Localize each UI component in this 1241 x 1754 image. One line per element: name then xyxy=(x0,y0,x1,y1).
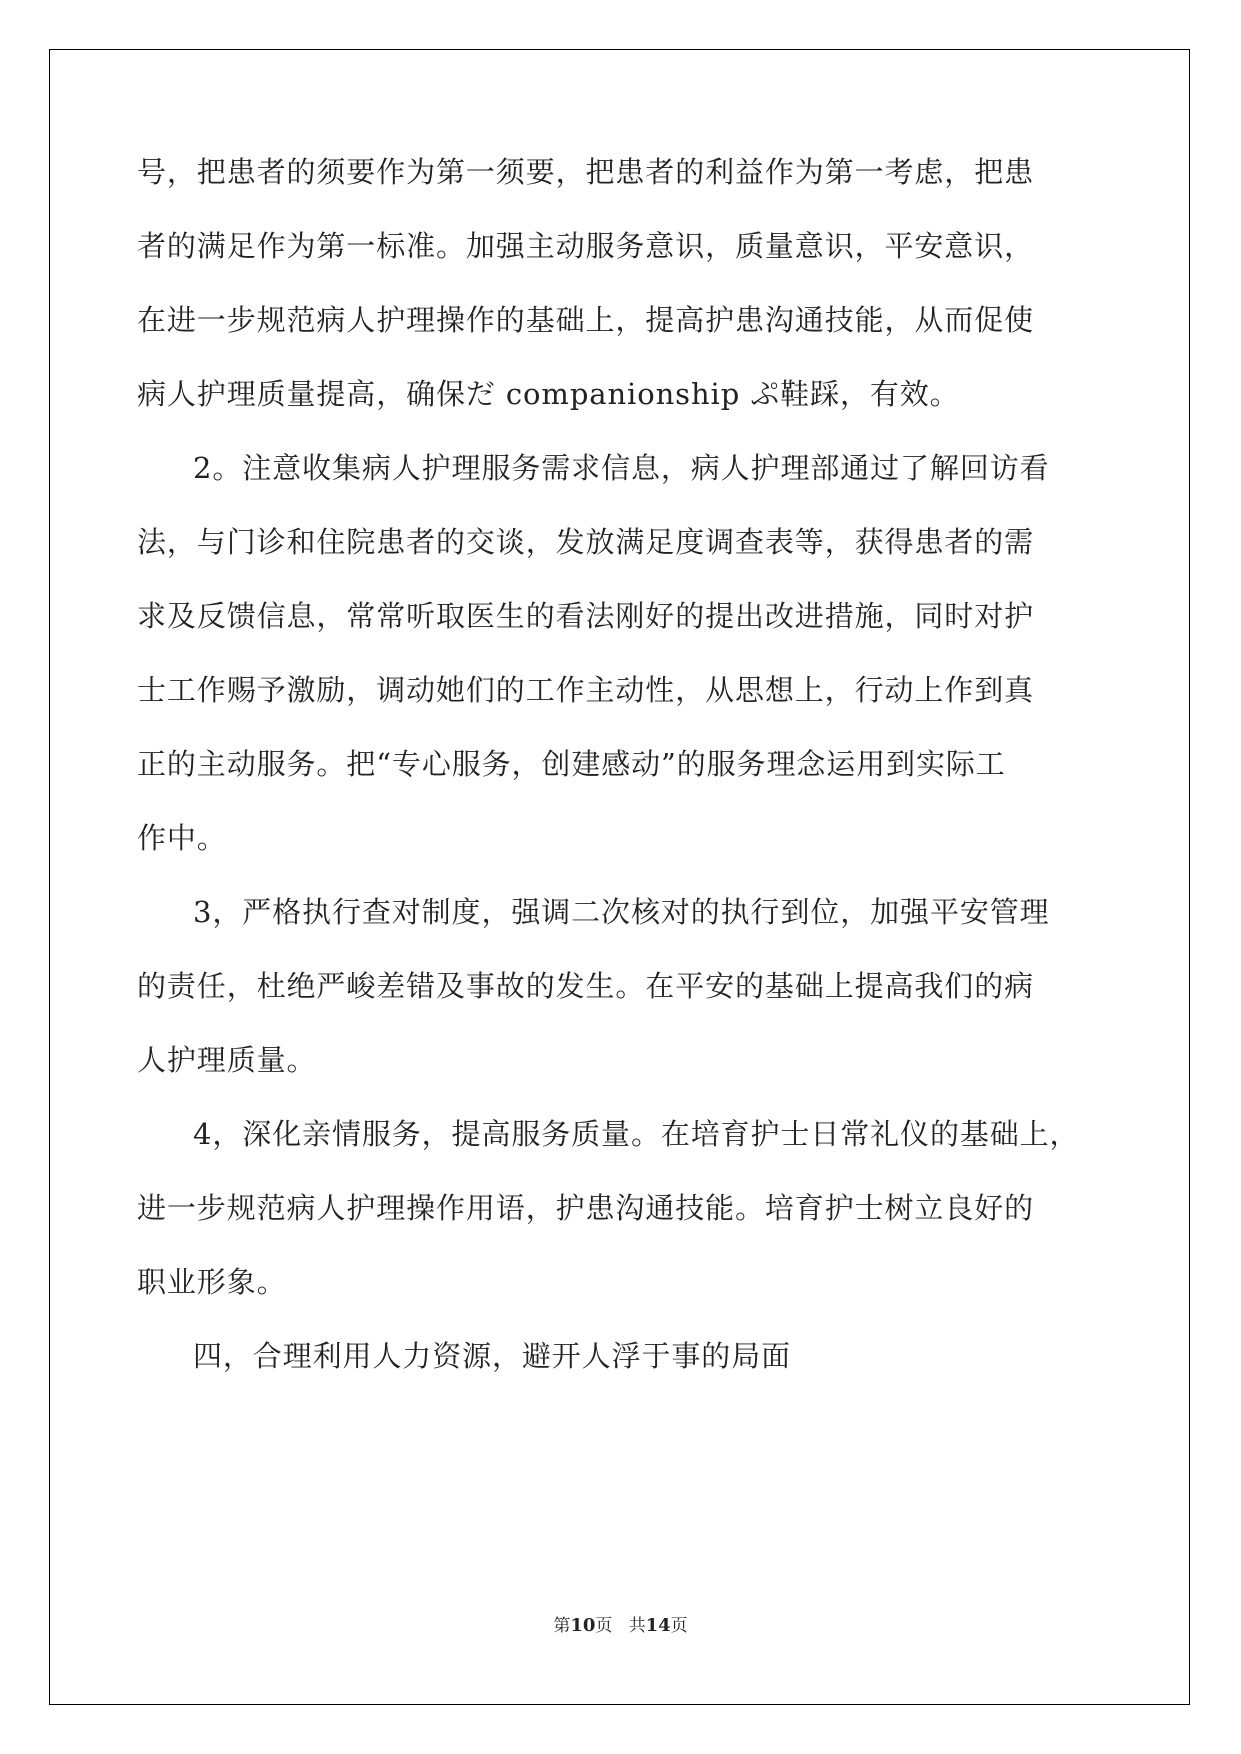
current-page-number: 10 xyxy=(570,1615,596,1636)
paragraph-start: 2。注意收集病人护理服务需求信息，病人护理部通过了解回访看 xyxy=(193,451,1050,485)
text-line: 法，与门诊和住院患者的交谈，发放满足度调查表等，获得患者的需 xyxy=(137,525,1035,559)
text-line: 求及反馈信息，常常听取医生的看法刚好的提出改进措施，同时对护 xyxy=(137,599,1035,633)
page-label-suffix: 页 xyxy=(595,1616,613,1636)
text-line: 者的满足作为第一标准。加强主动服务意识，质量意识，平安意识， xyxy=(137,229,1035,263)
text-line: 在进一步规范病人护理操作的基础上，提高护患沟通技能，从而促使 xyxy=(137,303,1035,337)
text-line: 号，把患者的须要作为第一须要，把患者的利益作为第一考虑，把患 xyxy=(137,155,1035,189)
text-line: 职业形象。 xyxy=(137,1265,287,1299)
text-line: 士工作赐予激励，调动她们的工作主动性，从思想上，行动上作到真 xyxy=(137,673,1035,707)
text-line: 正的主动服务。把“专心服务，创建感动”的服务理念运用到实际工 xyxy=(137,747,1006,781)
total-label-prefix: 共 xyxy=(628,1616,646,1636)
text-line: 的责任，杜绝严峻差错及事故的发生。在平安的基础上提高我们的病 xyxy=(137,969,1035,1003)
total-pages-number: 14 xyxy=(645,1615,671,1636)
text-line: 病人护理质量提高，确保だ companionship ぷ鞋踩，有效。 xyxy=(137,377,960,411)
text-line: 进一步规范病人护理操作用语，护患沟通技能。培育护士树立良好的 xyxy=(137,1191,1035,1225)
page-footer xyxy=(0,1616,1241,1636)
page-border xyxy=(49,49,1190,1705)
text-line: 人护理质量。 xyxy=(137,1043,317,1077)
total-label-suffix: 页 xyxy=(670,1616,688,1636)
page-label-prefix: 第 xyxy=(553,1616,571,1636)
paragraph-start: 4，深化亲情服务，提高服务质量。在培育护士日常礼仪的基础上， xyxy=(193,1117,1080,1151)
section-heading: 四，合理利用人力资源，避开人浮于事的局面 xyxy=(193,1339,792,1373)
paragraph-start: 3，严格执行查对制度，强调二次核对的执行到位，加强平安管理 xyxy=(193,895,1050,929)
text-line: 作中。 xyxy=(137,821,227,855)
